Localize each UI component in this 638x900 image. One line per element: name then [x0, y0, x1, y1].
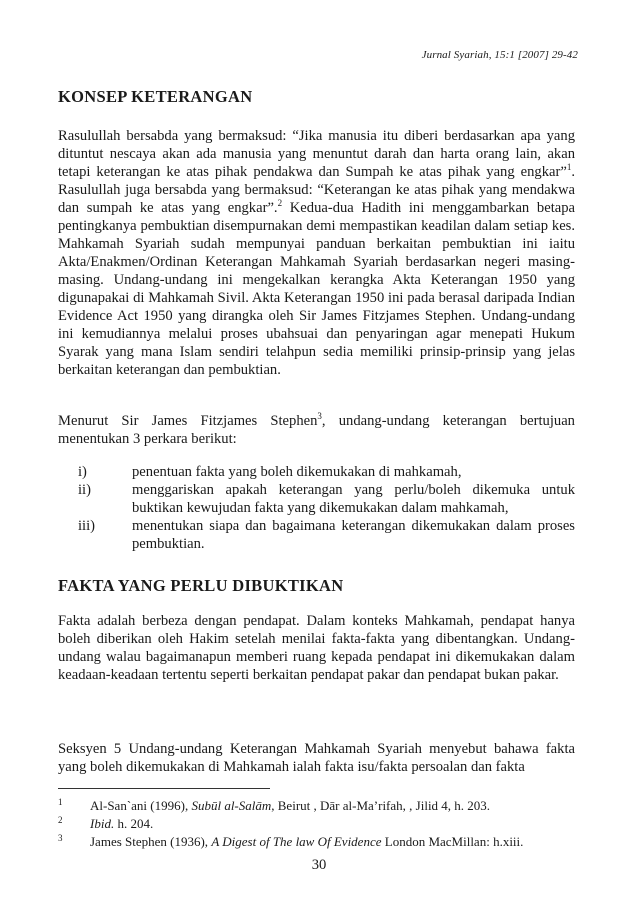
footnote-2 [58, 815, 578, 833]
footnote-ref-3[interactable]: 3 [317, 411, 322, 422]
footnote-text: , Beirut , Dār al-Ma’rifah, , Jilid 4, h. 203. [271, 798, 491, 813]
purpose-list [58, 463, 575, 553]
list-item-text: penentuan fakta yang boleh dikemukakan di mahkamah, [132, 464, 462, 480]
section-heading-fakta: FAKTA YANG PERLU DIBUKTIKAN [58, 576, 344, 595]
list-item-number: iii) [78, 518, 96, 534]
paragraph-hadith [58, 127, 575, 379]
paragraph-text: Rasulullah bersabda yang bermaksud: “Jika manusia itu diberi berdasarkan apa yang dituntut nescaya akan ada manusia yang menuntut darah dan harta orang lain, akan tetapi keterangan ke atas pihak pendakwa dan Sumpah ke atas pihak yang engkar” [58, 128, 575, 180]
paragraph-text: Menurut Sir James Fitzjames Stephen [58, 413, 318, 429]
footnote-number: 1 [58, 797, 63, 807]
footnote-title: Ibid. [90, 816, 115, 831]
footnote-ref-1[interactable]: 1 [566, 162, 572, 173]
footnote-ref-2[interactable]: 2 [277, 198, 283, 209]
footnote-text: London MacMillan: h.xiii. [381, 834, 524, 849]
footnote-number: 3 [58, 833, 63, 843]
footnote-text: Al-San`ani (1996), [90, 798, 192, 813]
paragraph-stephen [58, 412, 575, 448]
list-item [58, 463, 575, 481]
footnote-title: Subūl al-Salām [191, 798, 272, 813]
section-heading-konsep-keterangan: KONSEP KETERANGAN [58, 87, 253, 106]
footnote-text: h. 204. [114, 816, 154, 831]
list-item-text: menggariskan apakah keterangan yang perlu/boleh dikemuka untuk buktikan kewujudan fakta yang dikemukakan dalam mahkamah, [132, 482, 575, 516]
footnotes [58, 797, 578, 851]
page-number: 30 [311, 857, 327, 873]
list-item-text: menentukan siapa dan bagaimana keterangan dikemukakan dalam proses pembuktian. [132, 518, 575, 552]
footnote-1 [58, 797, 578, 815]
paragraph-fakta-pendapat: Fakta adalah berbeza dengan pendapat. Dalam konteks Mahkamah, pendapat hanya boleh diberikan oleh Hakim setelah menilai fakta-fakta yang dibentangkan. Undang-undang walau bagaimanapun memberi ruang kepada pendapat ini dikemukakan dalam keadaan-keadaan tertentu seperti berkaitan pendapat pakar dan pendapat bukan pakar. [58, 613, 575, 683]
footnote-title: A Digest of The law Of Evidence [211, 834, 382, 849]
list-item [58, 517, 575, 553]
running-header: Jurnal Syariah, 15:1 [2007] 29-42 [421, 49, 578, 61]
footnote-number: 2 [58, 815, 63, 825]
footnote-3 [58, 833, 578, 851]
footnote-text: James Stephen (1936), [90, 834, 212, 849]
paragraph-text: Kedua-dua Hadith ini menggambarkan betapa pentingkanya pembuktian disempurnakan demi mempastikan keadilan dalam setiap kes. Mahkamah Syariah sudah mempunyai panduan berkaitan pembuktian ini iaitu Akta/Enakmen/Ordinan Keterangan Mahkamah Syariah berdasarkan negeri masing-masing. Undang-undang ini mengekalkan kerangka Akta Keterangan 1950 yang digunapakai di Mahkamah Sivil. Akta Keterangan 1950 ini pada berasal daripada Indian Evidence Act 1950 yang dirangka oleh Sir James Fitzjames Stephen. Undang-undang ini kemudiannya melalui proses ubahsuai dan penyaringan agar menepati Hukum Syarak yang mana Islam sendiri telahpun sedia memiliki prinsip-prinsip yang jelas berkaitan keterangan dan pembuktian. [58, 200, 575, 378]
footnote-divider [58, 788, 270, 789]
list-item-number: i) [78, 464, 87, 480]
list-item [58, 481, 575, 517]
paragraph-text: , undang-undang keterangan bertujuan menentukan 3 perkara berikut: [58, 413, 575, 447]
paragraph-text: . Rasulullah juga bersabda yang bermaksud: “Keterangan ke atas pihak yang mendakwa dan sumpah ke atas yang engkar”. [58, 164, 575, 216]
paragraph-seksyen-5: Seksyen 5 Undang-undang Keterangan Mahkamah Syariah menyebut bahawa fakta yang boleh dikemukakan di Mahkamah ialah fakta isu/fakta persoalan dan fakta [58, 741, 575, 775]
list-item-number: ii) [78, 482, 91, 498]
